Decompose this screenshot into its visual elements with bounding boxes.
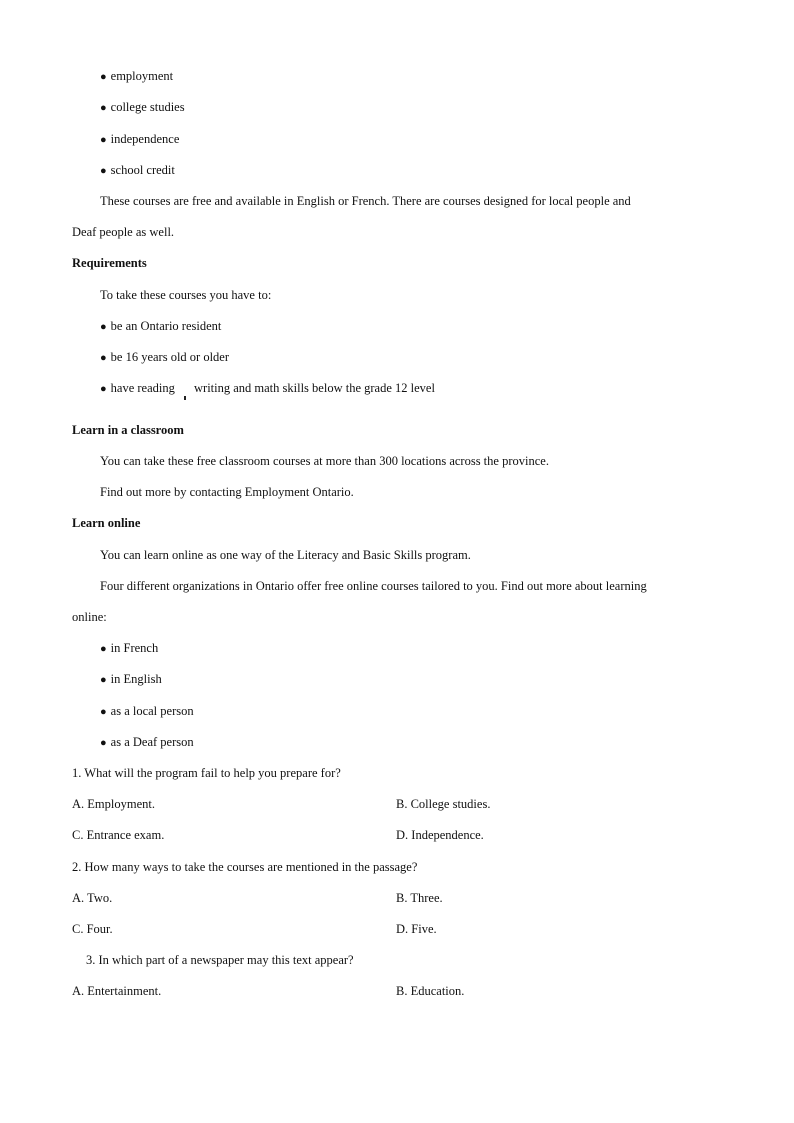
requirement-skills-tail: writing and math skills below the grade 12 level	[194, 381, 435, 395]
intro-paragraph-line1: These courses are free and available in English or French. There are courses designed for local people and	[100, 194, 631, 208]
online-paragraph-1: You can learn online as one way of the Literacy and Basic Skills program.	[100, 548, 471, 562]
question-1-option-c: C. Entrance exam.	[72, 828, 165, 842]
requirement-resident: ● be an Ontario resident	[100, 318, 221, 335]
classroom-paragraph-1: You can take these free classroom courses at more than 300 locations across the province.	[100, 454, 549, 468]
question-2-option-a: A. Two.	[72, 891, 113, 905]
intro-paragraph-line2: Deaf people as well.	[72, 225, 175, 239]
question-1-option-b: B. College studies.	[396, 797, 491, 811]
bullet-college-studies: ● college studies	[100, 99, 185, 116]
question-2-option-b: B. Three.	[396, 891, 443, 905]
requirements-heading: Requirements	[72, 256, 147, 270]
online-bullet-english: ● in English	[100, 671, 162, 688]
classroom-heading: Learn in a classroom	[72, 423, 184, 437]
requirements-lead: To take these courses you have to:	[100, 288, 272, 302]
online-paragraph-2-line2: online:	[72, 610, 107, 624]
question-3-option-b: B. Education.	[396, 984, 465, 998]
question-3-option-a: A. Entertainment.	[72, 984, 162, 998]
bullet-employment: ● employment	[100, 68, 173, 85]
online-paragraph-2-line1: Four different organizations in Ontario offer free online courses tailored to you. Find out more about learning	[100, 579, 647, 593]
stray-comma-mark	[184, 396, 186, 400]
bullet-independence: ● independence	[100, 131, 179, 148]
online-bullet-deaf: ● as a Deaf person	[100, 734, 194, 751]
question-3-stem: 3. In which part of a newspaper may this text appear?	[86, 953, 354, 967]
classroom-paragraph-2: Find out more by contacting Employment Ontario.	[100, 485, 354, 499]
question-2-option-d: D. Five.	[396, 922, 437, 936]
bullet-school-credit: ● school credit	[100, 162, 175, 179]
question-1-option-a: A. Employment.	[72, 797, 155, 811]
question-2-stem: 2. How many ways to take the courses are mentioned in the passage?	[72, 860, 418, 874]
online-bullet-french: ● in French	[100, 640, 158, 657]
requirement-skills: ● have reading	[100, 380, 175, 397]
requirement-age: ● be 16 years old or older	[100, 349, 229, 366]
online-heading: Learn online	[72, 516, 141, 530]
question-1-option-d: D. Independence.	[396, 828, 484, 842]
question-1-stem: 1. What will the program fail to help you prepare for?	[72, 766, 341, 780]
online-bullet-local: ● as a local person	[100, 703, 194, 720]
question-2-option-c: C. Four.	[72, 922, 113, 936]
